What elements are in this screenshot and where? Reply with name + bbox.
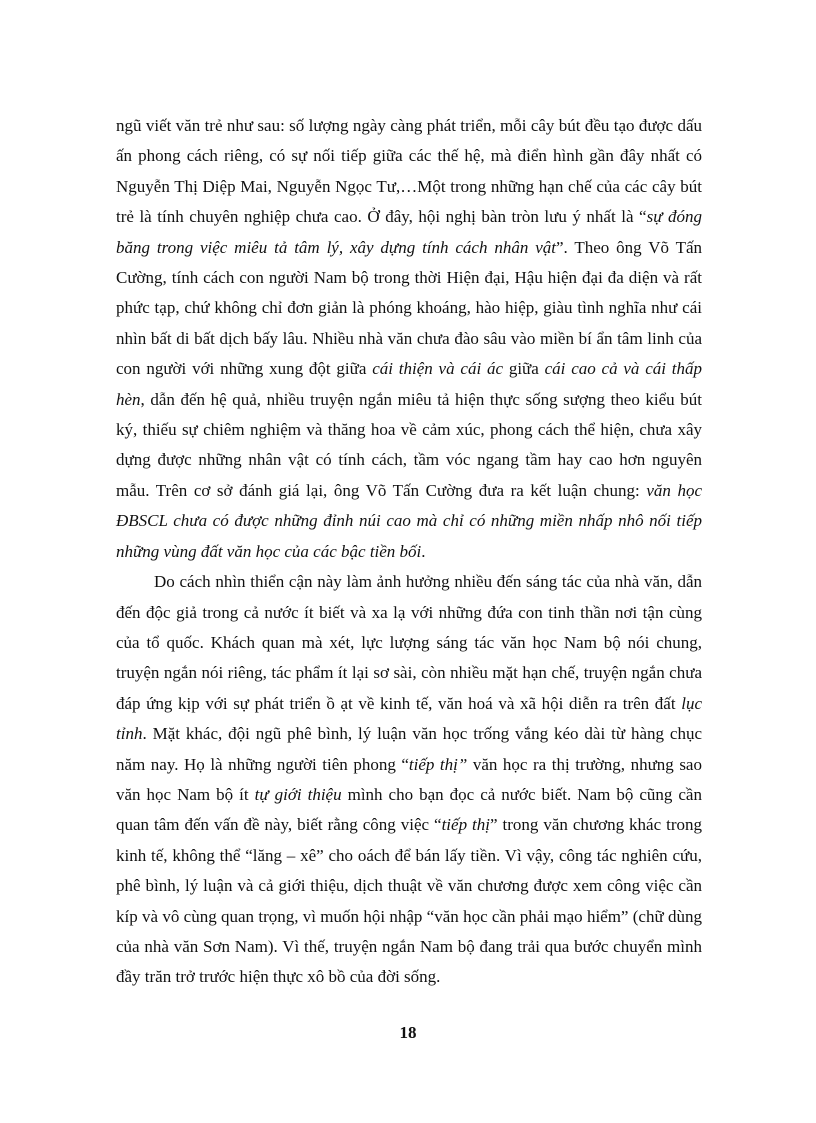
italic-run: tự giới thiệu (254, 784, 342, 804)
text-run: ngũ viết văn trẻ như sau: số lượng ngày càng phát triển, mỗi cây bút đều tạo được dấu ấn phong cách riêng, có sự nối tiếp giữa các thế hệ, mà điển hình gần đây nhất có Nguyễn Thị Diệp Mai, Nguyễn Ngọc Tư,…Một trong những hạn chế của các cây bút trẻ là tính chuyên nghiệp chưa cao. Ở đây, hội nghị bàn tròn lưu ý nhất là “ (116, 116, 702, 227)
text-run: ” trong văn chương khác trong kinh tế, không thể “lăng – xê” cho oách để bán lấy tiền. Vì vậy, công tác nghiên cứu, phê bình, lý luận và cả giới thiệu, dịch thuật về văn chương được xem công việc cần kíp và vô cùng quan trọng, vì muốn hội nhập “văn học cần phải mạo hiểm” (chữ dùng của nhà văn Sơn Nam). Vì thế, truyện ngắn Nam bộ đang trải qua bước chuyển mình đầy trăn trở trước hiện thực xô bồ của đời sống. (116, 815, 702, 987)
italic-run: sự đóng băng trong việc miêu tả tâm lý, xây dựng tính cách nhân vật (116, 207, 702, 257)
italic-run: tiếp thị (441, 815, 490, 835)
text-run: văn học ra thị trường, nhưng sao văn học Nam bộ ít (116, 754, 702, 804)
text-run: giữa (503, 359, 545, 379)
text-run: . Mặt khác, đội ngũ phê bình, lý luận văn học trống vắng kéo dài từ hàng chục năm nay. Họ là những người tiên phong “ (116, 724, 702, 774)
paragraph-1 (116, 111, 702, 567)
text-run: . (421, 541, 426, 561)
text-run: mình cho bạn đọc cả nước biết. Nam bộ cũng cần quan tâm đến vấn đề này, biết rằng công việc “ (116, 784, 702, 835)
body-text (116, 111, 702, 993)
italic-run: văn học ĐBSCL chưa có được những đỉnh núi cao mà chỉ có những miền nhấp nhô nối tiếp những vùng đất văn học của các bậc tiền bối (116, 480, 702, 561)
text-run: ”. Theo ông Võ Tấn Cường, tính cách con người Nam bộ trong thời Hiện đại, Hậu hiện đại đa diện và rất phức tạp, chứ không chỉ đơn giản là phóng khoáng, hào hiệp, giàu tình nghĩa như cái nhìn bất di bất dịch bấy lâu. Nhiều nhà văn chưa đào sâu vào miền bí ẩn tâm linh của con người với những xung đột giữa (116, 237, 702, 379)
paragraph-2 (116, 567, 702, 993)
italic-run: lục tỉnh (116, 693, 702, 744)
italic-run: cái cao cả và cái thấp hèn (116, 359, 703, 409)
text-run: Do cách nhìn thiển cận này làm ảnh hưởng nhiều đến sáng tác của nhà văn, dẫn đến độc giả trong cả nước ít biết và xa lạ với những đứa con tinh thần nơi tận cùng của tổ quốc. Khách quan mà xét, lực lượng sáng tác văn học Nam bộ nói chung, truyện ngắn nói riêng, tác phẩm ít lại sơ sài, còn nhiều mặt hạn chế, truyện ngắn chưa đáp ứng kịp với sự phát triển ồ ạt về kinh tế, văn hoá và xã hội diễn ra trên đất (116, 572, 702, 713)
text-run: , dẫn đến hệ quả, nhiều truyện ngắn miêu tả hiện thực sống sượng theo kiểu bút ký, thiếu sự chiêm nghiệm và thăng hoa về cảm xúc, phong cách thể hiện, chưa xây dựng được những nhân vật có tính cách, tầm vóc ngang tầm hay cao hơn nguyên mẫu. Trên cơ sở đánh giá lại, ông Võ Tấn Cường đưa ra kết luận chung: (116, 389, 702, 500)
italic-run: tiếp thị” (408, 754, 468, 774)
italic-run: cái thiện và cái ác (372, 359, 504, 379)
page-number: 18 (399, 1023, 417, 1042)
